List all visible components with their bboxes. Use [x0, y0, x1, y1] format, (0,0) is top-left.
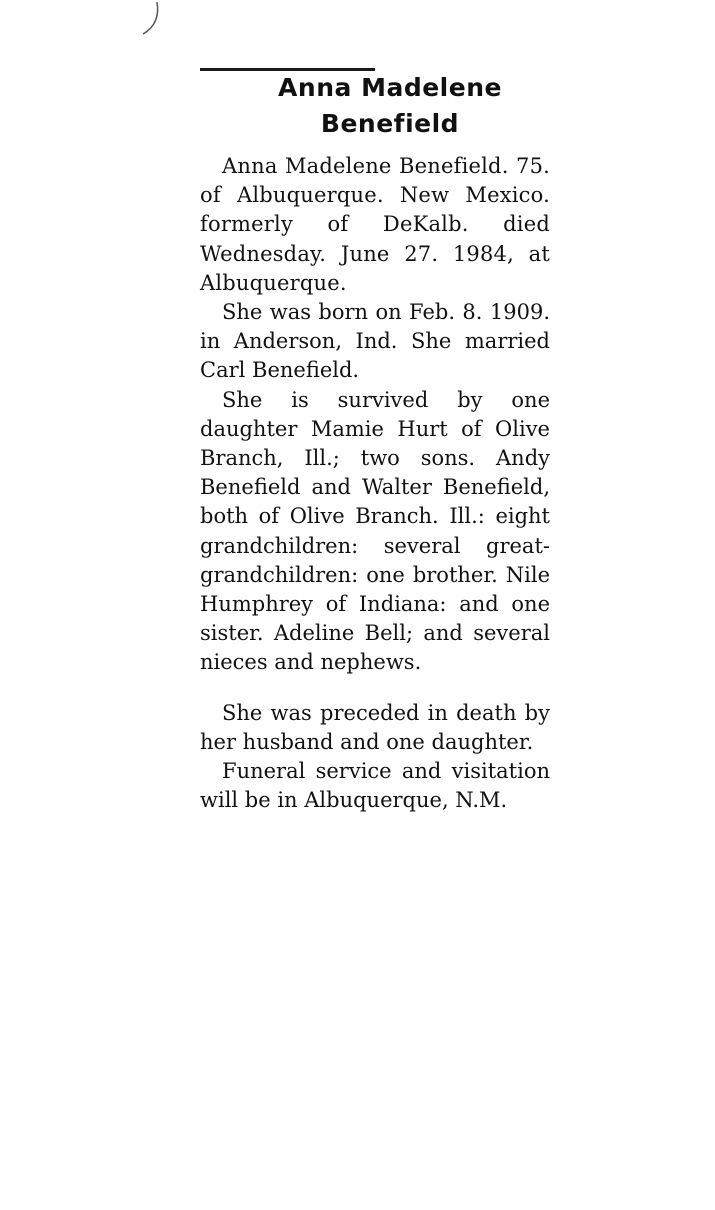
- paragraph-preceded: She was preceded in death by her husband and one daughter.: [200, 700, 550, 754]
- paragraph-funeral: Funeral service and visitation will be in Albuquerque, N.M.: [200, 759, 550, 813]
- pencil-mark-icon: [135, 0, 165, 40]
- headline-line-1: Anna Madelene: [278, 73, 502, 102]
- paragraph-birth: She was born on Feb. 8. 1909. in Anderson, Ind. She married Carl Benefield.: [200, 300, 550, 383]
- paragraph-survivors: She is survived by one daughter Mamie Hurt of Olive Branch, Ill.; two sons. Andy Benefield and Walter Benefield, both of Olive Branch. Ill.: eight grandchildren: several great-grandchildren: one brother. Nile Humphrey of Indiana: and one sister. Adeline Bell; and several nieces and nephews.: [200, 387, 550, 675]
- paragraph-death-notice: Anna Madelene Benefield. 75. of Albuquerque. New Mexico. formerly of DeKalb. died Wednesday. June 27. 1984, at Albuquerque.: [200, 154, 550, 295]
- obituary-clipping: [190, 40, 570, 970]
- obituary-body: [200, 152, 550, 815]
- obituary-headline: [230, 70, 550, 142]
- headline-line-2: Benefield: [320, 109, 460, 138]
